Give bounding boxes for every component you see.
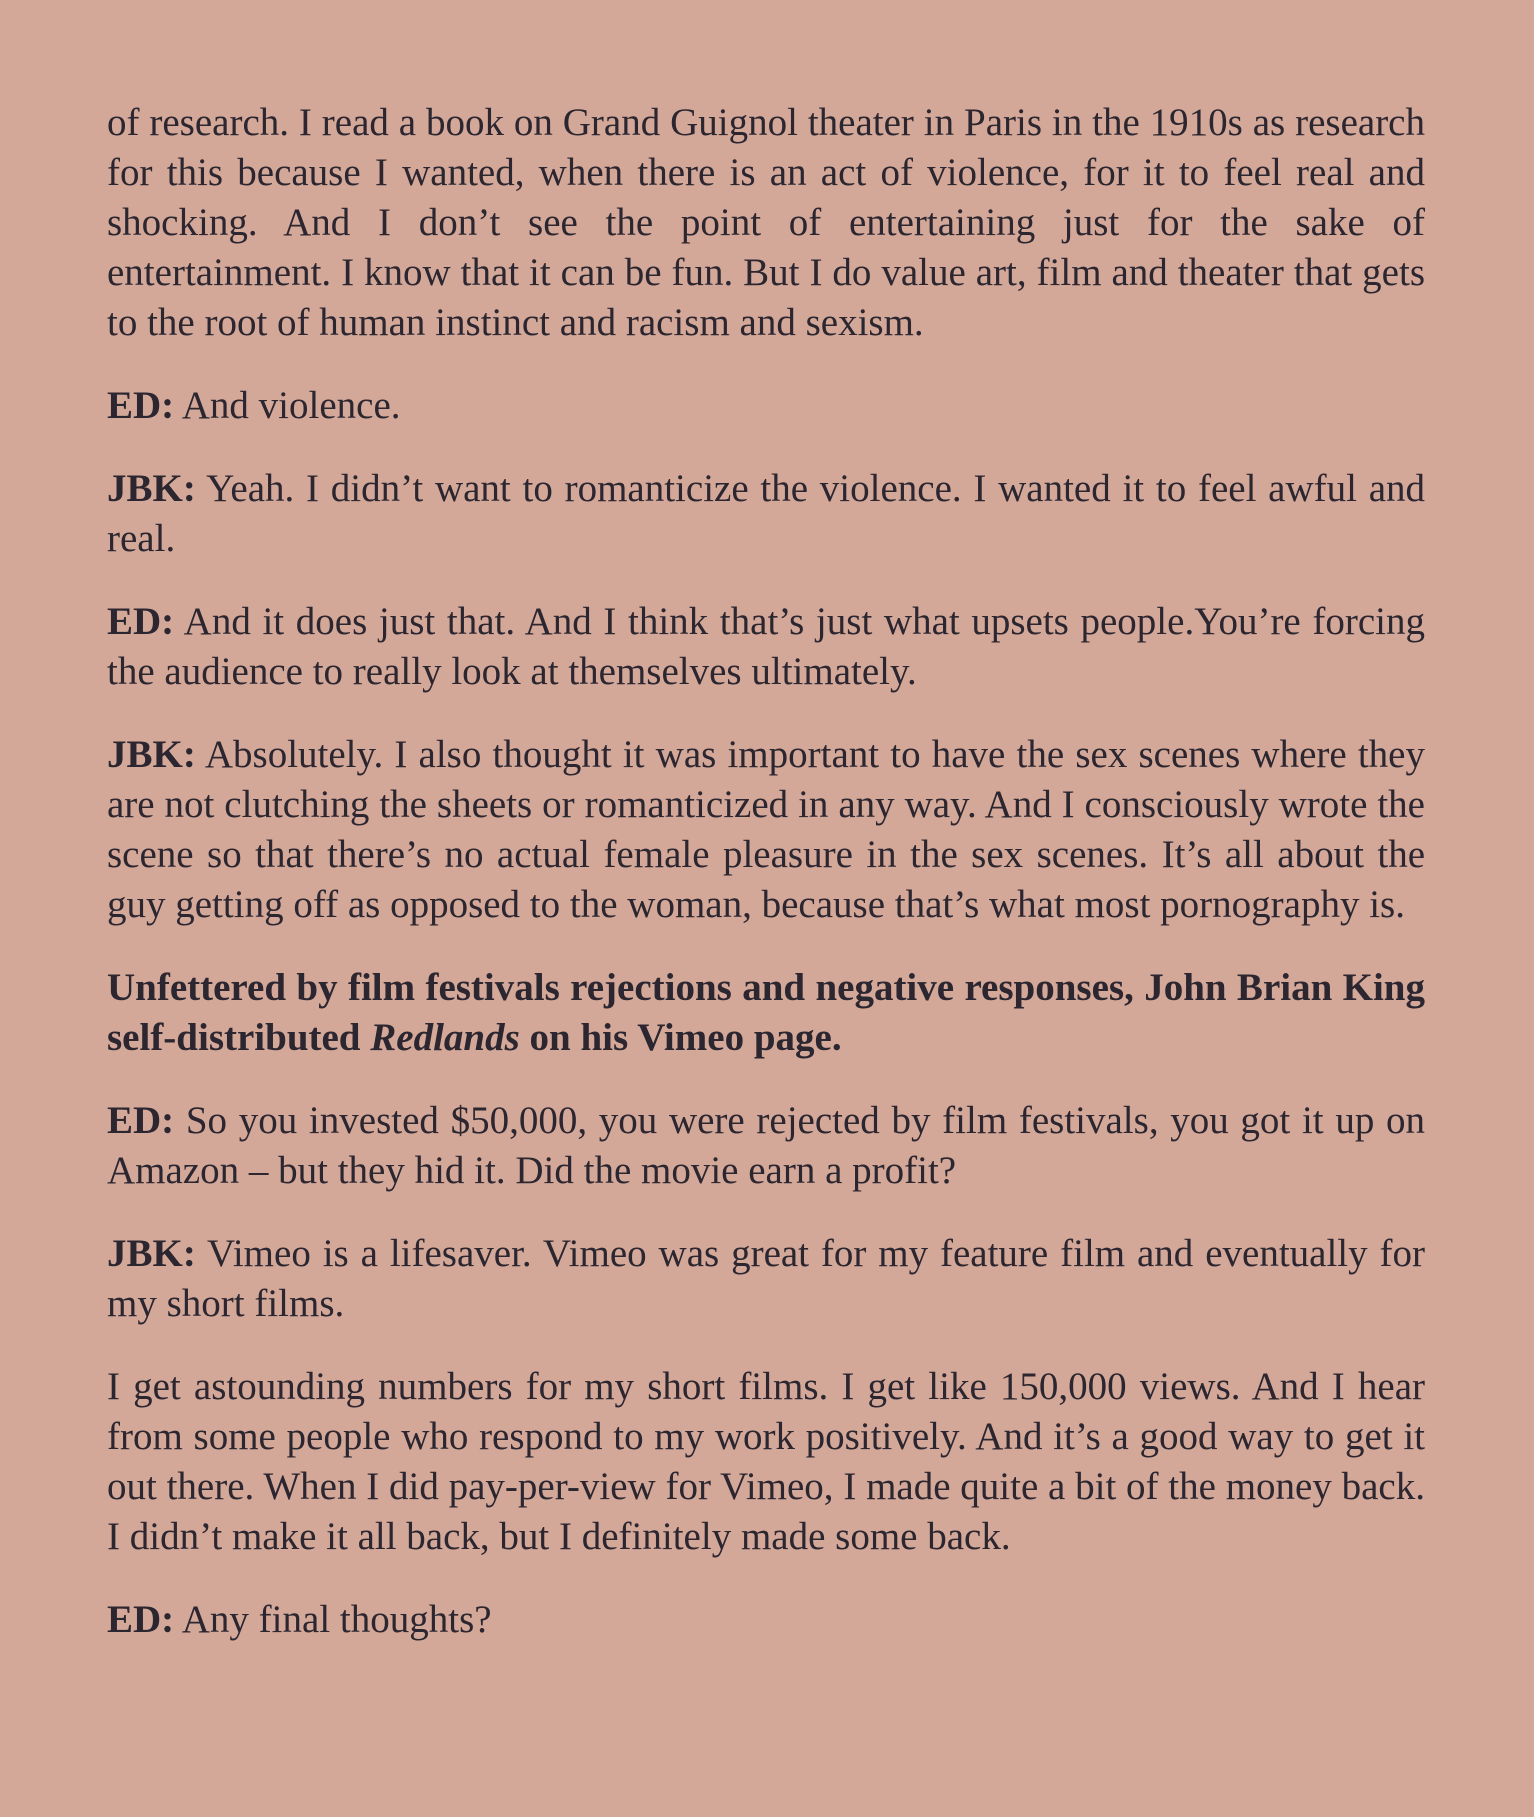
interview-page — [107, 98, 1425, 1678]
speaker-label: JBK: — [107, 733, 196, 776]
speaker-label: ED: — [107, 600, 175, 643]
speaker-label: JBK: — [107, 1232, 196, 1275]
speaker-label: ED: — [107, 1598, 175, 1641]
paragraph-text: Any final thoughts? — [174, 1598, 492, 1641]
speaker-label: ED: — [107, 1099, 175, 1142]
narration-text: Unfettered by film festivals rejections and negative responses, John Brian King self-distributed — [107, 966, 1425, 1059]
paragraph-text: So you invested $50,000, you were rejected by film festivals, you got it up on Amazon – but they hid it. Did the movie earn a profit? — [107, 1099, 1425, 1192]
paragraph-text: Vimeo is a lifesaver. Vimeo was great for my feature film and eventually for my short films. — [107, 1232, 1425, 1325]
paragraph-ed-upsets-people — [107, 597, 1425, 697]
film-title: Redlands — [370, 1016, 520, 1059]
narration-text-end: on his Vimeo page. — [519, 1016, 842, 1059]
speaker-label: JBK: — [107, 467, 196, 510]
paragraph-views — [107, 1362, 1425, 1562]
narration-paragraph — [107, 963, 1425, 1063]
paragraph-text: And violence. — [174, 384, 401, 427]
paragraph-jbk-sex-scenes — [107, 730, 1425, 930]
speaker-label: ED: — [107, 384, 175, 427]
paragraph-text: Yeah. I didn’t want to romanticize the violence. I wanted it to feel awful and real. — [107, 467, 1425, 560]
paragraph-jbk-romanticize — [107, 464, 1425, 564]
paragraph-jbk-vimeo — [107, 1229, 1425, 1329]
paragraph-text: of research. I read a book on Grand Guignol theater in Paris in the 1910s as research for this because I wanted, when there is an act of violence, for it to feel real and shocking. And I don’t see the point of entertaining just for the sake of entertainment. I know that it can be fun. But I do value art, film and theater that gets to the root of human instinct and racism and sexism. — [107, 101, 1425, 344]
paragraph-continuation — [107, 98, 1425, 348]
paragraph-ed-profit — [107, 1096, 1425, 1196]
paragraph-ed-and-violence — [107, 381, 1425, 431]
paragraph-text: Absolutely. I also thought it was important to have the sex scenes where they are not clutching the sheets or romanticized in any way. And I consciously wrote the scene so that there’s no actual female pleasure in the sex scenes. It’s all about the guy getting off as opposed to the woman, because that’s what most pornography is. — [107, 733, 1425, 926]
paragraph-text: I get astounding numbers for my short films. I get like 150,000 views. And I hear from some people who respond to my work positively. And it’s a good way to get it out there. When I did pay-per-view for Vimeo, I made quite a bit of the money back. I didn’t make it all back, but I definitely made some back. — [107, 1365, 1425, 1558]
paragraph-ed-final-thoughts — [107, 1595, 1425, 1645]
paragraph-text: And it does just that. And I think that’s just what upsets people.You’re forcing the audience to really look at themselves ultimately. — [107, 600, 1425, 693]
